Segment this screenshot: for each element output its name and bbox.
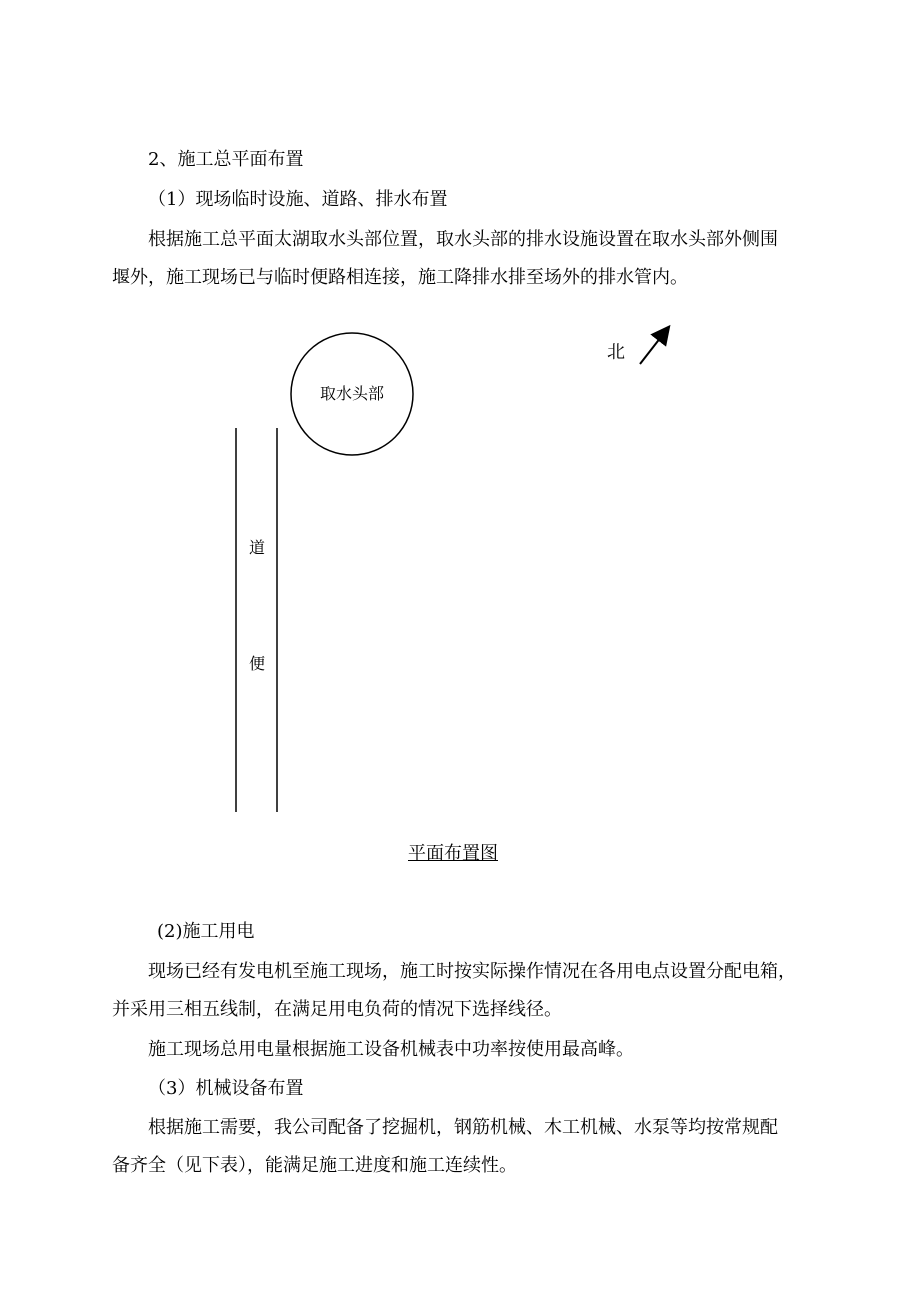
diagram-caption: 平面布置图 xyxy=(408,843,498,864)
subsection-1-title: （1）现场临时设施、道路、排水布置 xyxy=(148,189,448,210)
equipment-paragraph-line-2: 备齐全（见下表），能满足施工进度和施工连续性。 xyxy=(112,1155,517,1176)
equipment-paragraph-line-1: 根据施工需要，我公司配备了挖掘机，钢筋机械、木工机械、水泵等均按常规配 xyxy=(148,1117,778,1138)
subsection-1-paragraph-line-2: 堰外，施工现场已与临时便路相连接，施工降排水排至场外的排水管内。 xyxy=(112,267,688,288)
north-arrow xyxy=(640,328,668,364)
road-label-char-1: 道 xyxy=(249,538,266,557)
intake-head-label: 取水头部 xyxy=(320,384,385,403)
power-paragraph-1-line-1: 现场已经有发电机至施工现场，施工时按实际操作情况在各用电点设置分配电箱， xyxy=(148,961,796,982)
section-heading: 2、施工总平面布置 xyxy=(148,149,304,170)
road-label-char-2: 便 xyxy=(249,654,266,673)
power-paragraph-1-line-2: 并采用三相五线制，在满足用电负荷的情况下选择线径。 xyxy=(112,999,562,1020)
power-title: (2)施工用电 xyxy=(157,921,255,942)
north-label: 北 xyxy=(607,342,625,363)
equipment-title: （3）机械设备布置 xyxy=(148,1078,304,1099)
subsection-1-paragraph-line-1: 根据施工总平面太湖取水头部位置，取水头部的排水设施设置在取水头部外侧围 xyxy=(148,229,778,250)
power-paragraph-2: 施工现场总用电量根据施工设备机械表中功率按使用最高峰。 xyxy=(148,1039,634,1060)
